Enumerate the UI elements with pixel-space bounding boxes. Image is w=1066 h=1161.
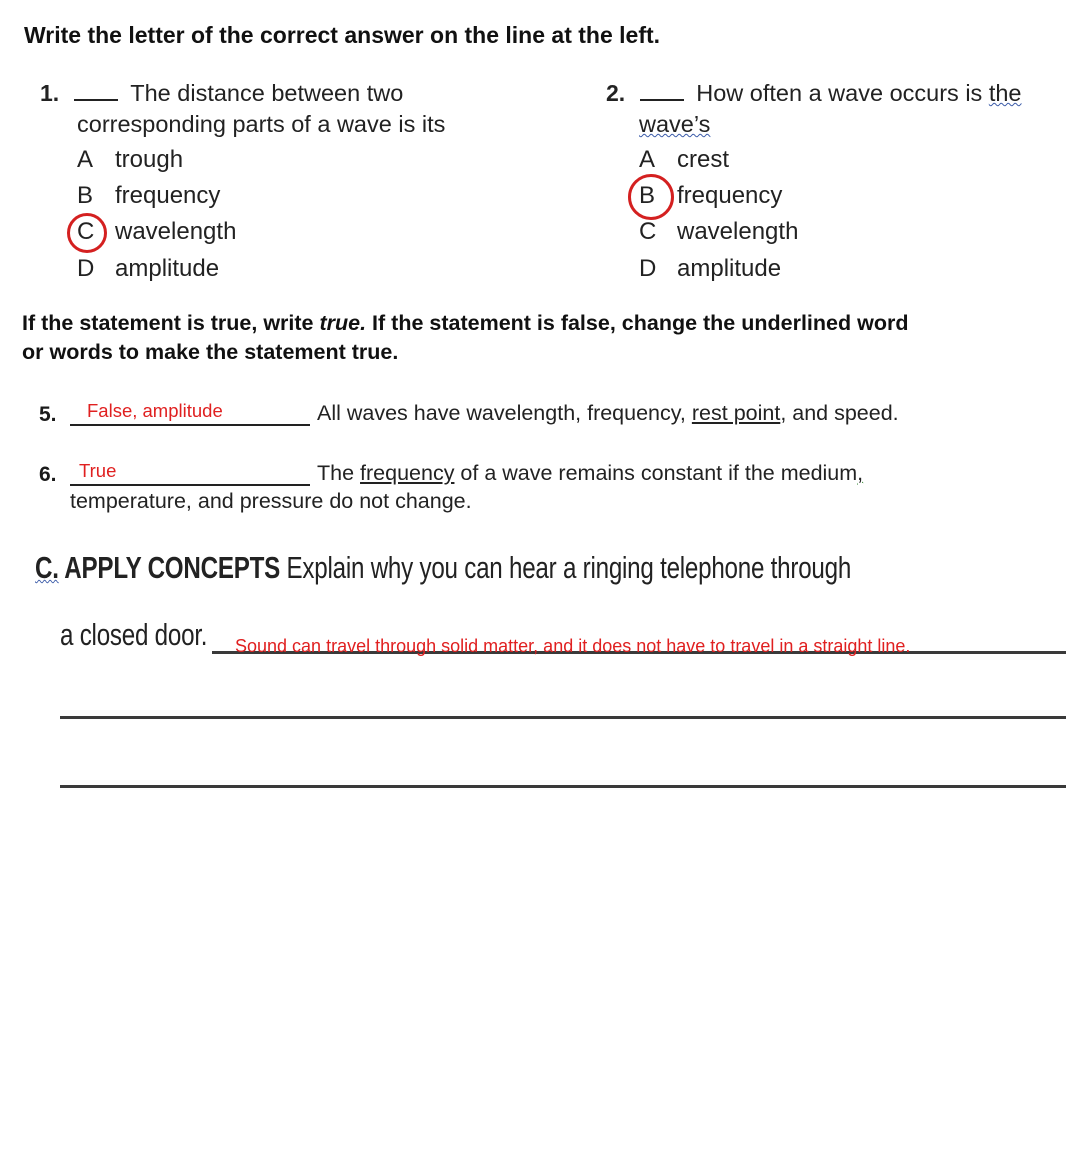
tf-instructions-line2: or words to make the statement true. bbox=[22, 340, 399, 364]
q1-choice-d[interactable]: D amplitude bbox=[77, 255, 220, 282]
q2-choice-d[interactable]: D amplitude bbox=[639, 255, 782, 282]
apply-concepts-label: APPLY CONCEPTS bbox=[58, 550, 281, 585]
q1-choice-b[interactable]: B frequency bbox=[77, 182, 221, 209]
question-2-text-line1: How often a wave occurs is bbox=[696, 80, 989, 106]
question-6-text-line2: temperature, and pressure do not change. bbox=[70, 489, 472, 513]
question-6-underlined: frequency bbox=[360, 461, 455, 485]
question-6-number: 6. bbox=[39, 463, 57, 486]
q2-choice-c[interactable]: C wavelength bbox=[639, 218, 799, 245]
q2-choice-a[interactable]: A crest bbox=[639, 146, 730, 173]
question-5-text: All waves have wavelength, frequency, rest point, and speed. bbox=[317, 401, 899, 425]
q1-answer-circle bbox=[67, 213, 107, 253]
question-2-answer-blank[interactable] bbox=[640, 79, 684, 101]
tf-instructions-line1: If the statement is true, write true. If the statement is false, change the underlined word bbox=[22, 311, 909, 335]
question-2-text-line2: wave’s bbox=[639, 111, 711, 137]
question-2-text-the: the bbox=[988, 80, 1022, 106]
question-5-underlined: rest point bbox=[691, 401, 781, 425]
q1-choice-c[interactable]: C wavelength bbox=[77, 218, 237, 245]
question-2-number: 2. bbox=[606, 80, 626, 106]
question-6-answer: True bbox=[79, 460, 117, 481]
apply-concepts-answer: Sound can travel through solid matter, and it does not have to travel in a straight line. bbox=[235, 636, 911, 656]
q2-choice-b[interactable]: B frequency bbox=[639, 182, 783, 209]
mc-instructions: Write the letter of the correct answer on the line at the left. bbox=[24, 22, 661, 48]
question-1 bbox=[40, 79, 403, 107]
answer-line-3[interactable] bbox=[60, 785, 1066, 788]
question-1-number: 1. bbox=[40, 80, 60, 106]
question-1-text-line1: The distance between two bbox=[130, 80, 404, 106]
apply-concepts-label-c: C. bbox=[35, 550, 59, 585]
question-6-text: The frequency of a wave remains constant if the medium, bbox=[317, 461, 864, 485]
apply-concepts-prompt: C. APPLY CONCEPTS Explain why you can hear a ringing telephone through bbox=[35, 550, 852, 585]
q2-answer-circle bbox=[628, 174, 674, 220]
question-2 bbox=[606, 79, 1022, 107]
question-1-answer-blank[interactable] bbox=[74, 79, 118, 101]
question-1-text-line2: corresponding parts of a wave is its bbox=[77, 111, 446, 137]
question-5-answer: False, amplitude bbox=[87, 400, 223, 421]
question-5-number: 5. bbox=[39, 403, 57, 426]
answer-line-2[interactable] bbox=[60, 716, 1066, 719]
apply-concepts-prompt-line2: a closed door. bbox=[60, 617, 208, 652]
q1-choice-a[interactable]: A trough bbox=[77, 146, 184, 173]
